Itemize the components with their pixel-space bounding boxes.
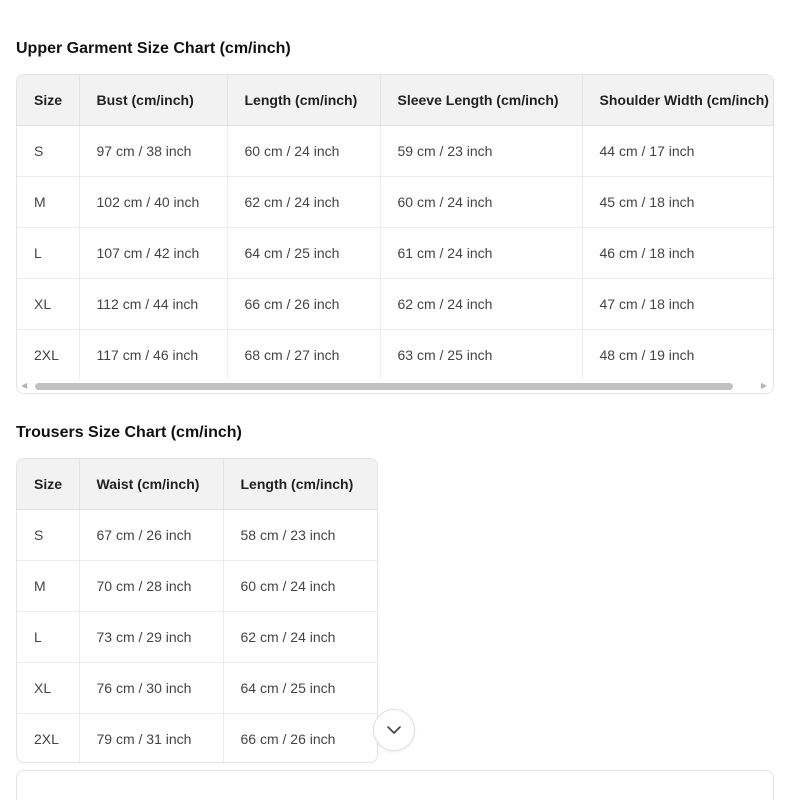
cell-sleeve-length: 62 cm / 24 inch [380, 279, 582, 330]
cell-size: XL [17, 279, 79, 330]
cell-bust: 117 cm / 46 inch [79, 330, 227, 381]
cell-waist: 73 cm / 29 inch [79, 612, 223, 663]
header-size: Size [17, 75, 79, 126]
cell-waist: 70 cm / 28 inch [79, 561, 223, 612]
cell-shoulder-width: 46 cm / 18 inch [582, 228, 774, 279]
cell-length: 66 cm / 26 inch [240, 731, 336, 747]
cell-shoulder-width: 47 cm / 18 inch [582, 279, 774, 330]
cell-size: L [17, 612, 79, 663]
cell-shoulder-width: 48 cm / 19 inch [599, 347, 695, 363]
cell-size: S [17, 510, 79, 561]
cell-length: 62 cm / 24 inch [223, 612, 377, 663]
trousers-table [17, 459, 377, 763]
table-row [17, 228, 774, 279]
table-header-row [17, 459, 377, 510]
table-row [17, 612, 377, 663]
cell-bust: 112 cm / 44 inch [79, 279, 227, 330]
header-waist: Waist (cm/inch) [79, 459, 223, 510]
chevron-down-icon [386, 725, 402, 735]
table-row [17, 279, 774, 330]
scrollbar-thumb[interactable] [35, 383, 733, 390]
table-row [17, 714, 377, 764]
scroll-left-arrow-icon[interactable]: ◀ [21, 381, 28, 390]
cell-size: 2XL [17, 330, 79, 381]
table-row [17, 330, 774, 381]
cell-sleeve-length: 63 cm / 25 inch [380, 330, 582, 381]
header-size: Size [17, 459, 79, 510]
cell-shoulder-width: 44 cm / 17 inch [582, 126, 774, 177]
header-sleeve-length: Sleeve Length (cm/inch) [380, 75, 582, 126]
upper-garment-table-container[interactable] [16, 74, 774, 394]
cell-length: 58 cm / 23 inch [223, 510, 377, 561]
cell-size: L [17, 228, 79, 279]
trousers-title: Trousers Size Chart (cm/inch) [16, 424, 242, 441]
cell-shoulder-width: 45 cm / 18 inch [582, 177, 774, 228]
cell-bust: 107 cm / 42 inch [79, 228, 227, 279]
horizontal-scrollbar[interactable] [17, 379, 773, 393]
cell-length: 64 cm / 25 inch [223, 663, 377, 714]
cell-sleeve-length: 59 cm / 23 inch [380, 126, 582, 177]
cell-bust: 97 cm / 38 inch [79, 126, 227, 177]
cell-length: 64 cm / 25 inch [227, 228, 380, 279]
cell-length: 60 cm / 24 inch [223, 561, 377, 612]
cell-length: 68 cm / 27 inch [227, 330, 380, 381]
cell-waist: 67 cm / 26 inch [79, 510, 223, 561]
table-header-row [17, 75, 774, 126]
table-row [17, 663, 377, 714]
cell-size: S [17, 126, 79, 177]
header-shoulder-width: Shoulder Width (cm/inch) [582, 75, 774, 126]
header-bust: Bust (cm/inch) [79, 75, 227, 126]
expand-button[interactable] [373, 709, 415, 751]
table-row [17, 126, 774, 177]
header-length: Length (cm/inch) [223, 459, 377, 510]
cell-size: M [17, 561, 79, 612]
table-row [17, 177, 774, 228]
cell-length: 66 cm / 26 inch [227, 279, 380, 330]
cell-size: M [17, 177, 79, 228]
trousers-table-container [16, 458, 378, 763]
cell-size: 2XL [17, 714, 79, 764]
cell-size: XL [17, 663, 79, 714]
cell-waist: 79 cm / 31 inch [79, 714, 223, 764]
table-row [17, 561, 377, 612]
table-row [17, 510, 377, 561]
scroll-right-arrow-icon[interactable]: ▶ [760, 381, 767, 390]
next-section-card [16, 770, 774, 800]
cell-sleeve-length: 61 cm / 24 inch [380, 228, 582, 279]
upper-garment-title: Upper Garment Size Chart (cm/inch) [16, 40, 291, 57]
cell-sleeve-length: 60 cm / 24 inch [380, 177, 582, 228]
upper-garment-table [17, 75, 774, 380]
cell-length: 60 cm / 24 inch [227, 126, 380, 177]
header-length: Length (cm/inch) [227, 75, 380, 126]
cell-length: 62 cm / 24 inch [227, 177, 380, 228]
cell-waist: 76 cm / 30 inch [79, 663, 223, 714]
cell-bust: 102 cm / 40 inch [79, 177, 227, 228]
